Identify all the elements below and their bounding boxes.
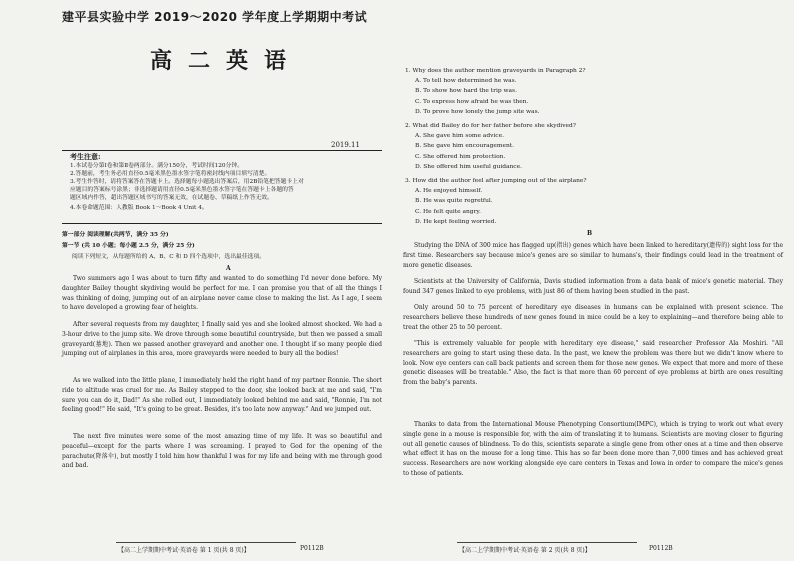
question-2 (405, 121, 785, 172)
footer-code-1: P0112B (300, 545, 324, 552)
question-1-option-d: D. To prove how lonely the jump site was. (415, 108, 540, 115)
question-1-option-a: A. To tell how determined he was. (415, 78, 517, 85)
paragraph-b-2: Scientists at the University of California, Davis studied information from a data bank of mice's genetic material. They found 347 genes linked to eye problems, with just 86 of them having been studied in the past. (403, 278, 783, 295)
divider-bottom (62, 223, 382, 224)
paragraph-1: Two summers ago I was about to turn fifty and wanted to do something I'd never done before. My daughter Bailey thought skydiving would be perfect for me. I can promise you that of all the things I was thinking of doing, jumping out of an airplane never came close to making the list. As I age, I seem to have developed a growing fear of heights. (62, 275, 382, 312)
question-2-option-b: B. She gave him encouragement. (415, 143, 514, 150)
paragraph-2: After several requests from my daughter, I finally said yes and she looked almost shocked. We had a 3-hour drive to the jump site. We drove through some beautiful countryside, but then we passed a small graveyard(墓地). Then we passed another graveyard and another one. I thought if so many people died jumping out of airplanes in this area, more graveyards were needed to bury all the bodies! (62, 321, 382, 358)
question-3-stem: 3. How did the author feel after jumping out of the airplane? (405, 178, 587, 184)
footer-code-2: P0112B (649, 545, 673, 552)
part-heading: 第一部分 阅读理解(共两节，满分 35 分) (62, 232, 169, 238)
question-3 (405, 176, 785, 227)
exam-date: 2019.11 (331, 141, 360, 149)
paragraph-3: As we walked into the little plane, I immediately held the right hand of my partner Ronnie. The short ride to altitude was cruel for me. As Bailey stepped to the door, she looked back at me and said, "I'm sure you can do it, Dad!" As she rolled out, I immediately looked behind me and said, "Ronnie, I'm not feeling good!" He said, "It's going to be great. Besides, it's too late now anyway." And we jumped out. (62, 377, 382, 414)
exam-title: 建平县实验中学 2019～2020 学年度上学期期中考试 (62, 10, 368, 24)
footer-page-1: 【高二上学期期中考试·英语卷 第 1 页(共 8 页)】 (118, 547, 250, 554)
paragraph-b-3: Only around 50 to 75 percent of hereditary eye diseases in humans can be explained with present science. The researchers believe these hundreds of new genes found in mice could be a key to explaining—and therefore being able to treat the other 25 to 50 percent. (403, 304, 783, 331)
footer-rule-right (457, 542, 637, 543)
notice-heading: 考生注意: (70, 152, 101, 161)
question-1-option-b: B. To show how hard the trip was. (415, 88, 517, 95)
question-3-option-b: B. He was quite regretful. (415, 198, 493, 205)
notice-line-6: 4.本卷命题范围：人教版 Book 1～Book 4 Unit 4。 (70, 205, 208, 211)
passage-a-label: A (226, 265, 231, 272)
notice-line-3: 3.考生作答时，请将答案答在答题卡上。选择题每小题选出答案后，用2B铅笔把答题卡上对 (70, 179, 304, 185)
instruction: 阅读下列短文，从每题所给的 A、B、C 和 D 四个选项中，选出最佳选项。 (72, 254, 266, 260)
footer-page-2: 【高二上学期期中考试·英语卷 第 2 页(共 8 页)】 (459, 547, 591, 554)
notice-line-2: 2.答题前，考生务必用直径0.5毫米黑色墨水签字笔将密封线内项目填写清楚。 (70, 171, 271, 177)
divider-top (62, 150, 382, 151)
notice-line-5: 题区域内作答，超出答题区域书写的答案无效，在试题卷、草稿纸上作答无效。 (70, 195, 273, 201)
paragraph-b-4: "This is extremely valuable for people with hereditary eye disease," said researcher Professor Ala Moshiri. "All researchers are going to start using these data. In the past, we knew the problem was there but we didn't know where to look. Now eye centers can call back patients and screen them for those new genes. We expect that more and more of these genetic diseases will be treatable." Also, the fact is that more than 60 percent of eye problems at birth are ones resulting from the baby's parents. (403, 340, 783, 387)
paragraph-b-1: Studying the DNA of 300 mice has flagged up(指出) genes which have been linked to hereditary(遗传的) sight loss for the first time. Researchers say because mice's genes are so similar to humans's, their findings could lead in the treatment of more genetic diseases. (403, 242, 783, 269)
question-3-option-c: C. He felt quite angry. (415, 208, 481, 215)
notice-line-1: 1.本试卷分第Ⅰ卷和第Ⅱ卷两部分。满分150分，考试时间120分钟。 (70, 163, 244, 169)
question-1 (405, 66, 785, 117)
question-3-option-a: A. He enjoyed himself. (415, 188, 483, 195)
subject-title: 高二英语 (150, 49, 303, 74)
question-1-option-c: C. To express how afraid he was then. (415, 98, 529, 105)
question-2-option-c: C. She offered him protection. (415, 153, 506, 160)
paragraph-b-5: Thanks to data from the International Mouse Phenotyping Consortium(IMPC), which is trying to work out what every single gene in a mouse is responsible for, with the aim of translating it to humans. Scientists are moving closer to figuring out all genetic causes of blindness. To do this, scientists separate a single gene from other ones at a time and then observe what effect it has on the mouse for a long time. This has so far been done more than 7,000 times and has achieved great success. Researchers are now working alongside eye care centers in Texas and Iowa in order to compare the mice's genes to those of patients. (403, 421, 783, 477)
question-2-option-a: A. She gave him some advice. (415, 133, 504, 140)
paragraph-4: The next five minutes were some of the most amazing time of my life. It was so beautiful and peaceful—except for the parts where I was screaming. I prayed to God for the opening of the parachute(降落伞), but mostly I told him how thankful I was for my life and being with me through good and bad. (62, 433, 382, 470)
notice-line-4: 应题目的答案标号涂黑；非选择题请用直径0.5毫米黑色墨水签字笔在答题卡上各题的答 (70, 187, 294, 193)
question-3-option-d: D. He kept feeling worried. (415, 218, 497, 225)
footer-rule-left (116, 542, 296, 543)
question-2-stem: 2. What did Bailey do for her father before she skydived? (405, 123, 576, 129)
section-heading: 第一节 (共 10 小题；每小题 2.5 分，满分 25 分) (62, 243, 195, 249)
question-2-option-d: D. She offered him useful guidance. (415, 163, 522, 170)
passage-b-label: B (587, 230, 593, 237)
question-1-stem: 1. Why does the author mention graveyards in Paragraph 2? (405, 68, 586, 74)
